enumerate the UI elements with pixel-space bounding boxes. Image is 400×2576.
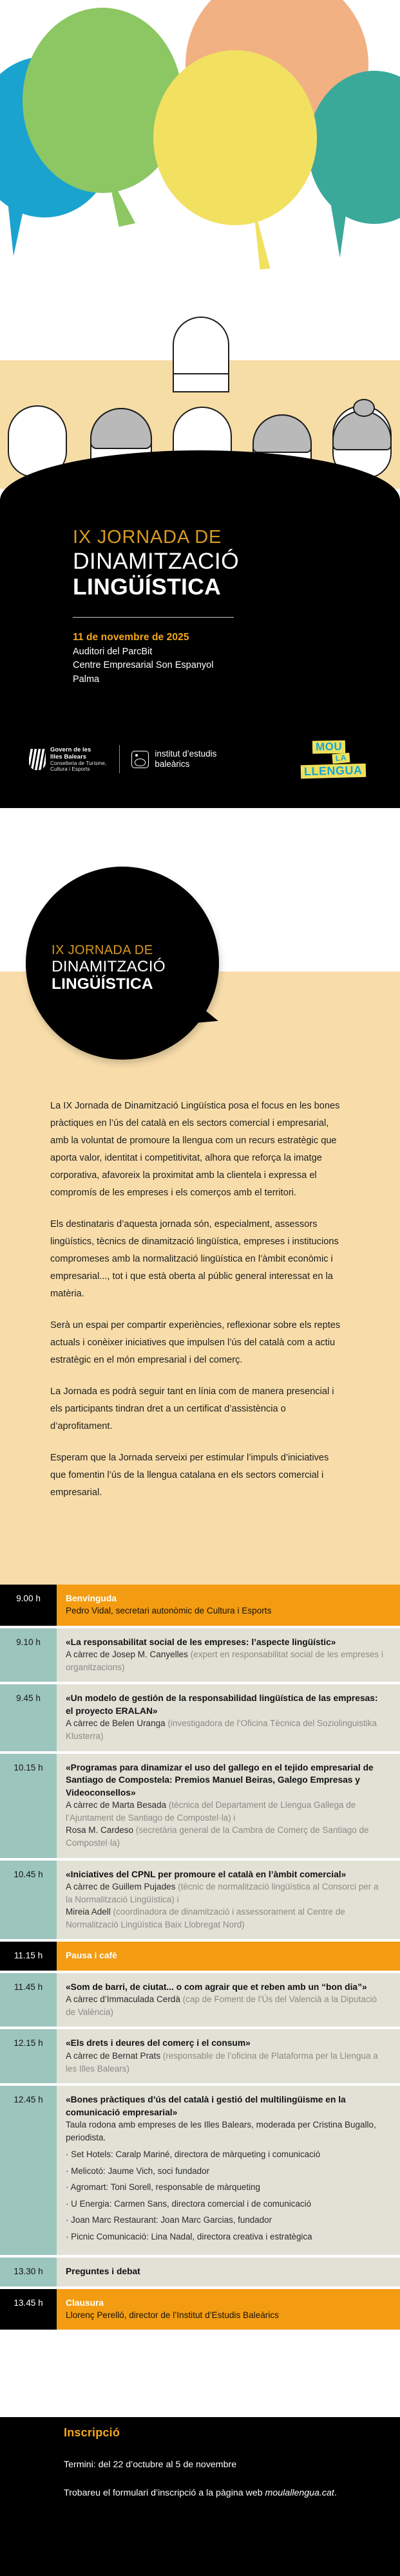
schedule-table xyxy=(0,1585,400,2332)
schedule-row xyxy=(0,1684,400,1751)
schedule-row xyxy=(0,1585,400,1626)
person-bun-5 xyxy=(353,399,375,417)
title-line-3: LINGÜÍSTICA xyxy=(73,574,222,600)
logo-row xyxy=(0,733,400,785)
intro-paragraph-3: Serà un espai per compartir experiències, reflexionar sobre els reptes actuals i conèixer iniciatives que impulsen l’ús del català com a actiu estratègic en el món empresarial i del comerç. xyxy=(50,1320,341,1365)
event-date: 11 de novembre de 2025 xyxy=(73,631,189,643)
schedule-entry-title: Pausa i cafè xyxy=(66,1951,117,1961)
schedule-row xyxy=(0,1754,400,1858)
schedule-participant-item: · Picnic Comunicació: Lina Nadal, directora creativa i estratègica xyxy=(66,2231,312,2241)
schedule-row xyxy=(0,1628,400,1682)
schedule-row xyxy=(0,2086,400,2255)
mou-word-1: MOU xyxy=(312,741,345,754)
registration-form-info xyxy=(64,2486,348,2500)
schedule-time: 9.10 h xyxy=(0,1628,57,1682)
schedule-entry-speaker: Taula rodona amb empreses de les Illes Balears, moderada per Cristina Bugallo, periodista. xyxy=(66,2120,376,2142)
schedule-entry xyxy=(57,2029,400,2083)
venue-line-2: Centre Empresarial Son Espanyol xyxy=(73,660,214,671)
registration-form-text: Trobareu el formulari d’inscripció a la pàgina web xyxy=(64,2488,265,2498)
bubble-logo-line-1: IX JORNADA DE xyxy=(52,943,153,957)
schedule-entry xyxy=(57,1628,400,1682)
registration-title: Inscripció xyxy=(64,2426,120,2439)
schedule-time: 12.15 h xyxy=(0,2029,57,2083)
govern-dept-line-1: Conselleria de Turisme, xyxy=(50,760,107,766)
mou-word-2: LA xyxy=(332,753,350,764)
schedule-entry-title: «Bones pràctiques d’ús del català i gestió del multilingüisme en la comunicació empresarial» xyxy=(66,2095,346,2117)
schedule-time: 13.45 h xyxy=(0,2289,57,2330)
schedule-entry-title: Preguntes i debat xyxy=(66,2267,140,2277)
registration-form-period: . xyxy=(334,2488,337,2498)
schedule-row xyxy=(0,1942,400,1970)
schedule-entry xyxy=(57,2086,400,2255)
schedule-entry-speaker: A càrrec de Guillem Pujades (tècnic de normalització lingüística al Consorci per a la Normalització Lingüística) i xyxy=(66,1882,379,1904)
schedule-time: 10.15 h xyxy=(0,1754,57,1858)
schedule-entry-speaker-2-role: (coordinadora de dinamització i assessorament al Centre de Normalització Lingüística Baix Llobregat Nord) xyxy=(66,1907,345,1929)
title-line-1: IX JORNADA DE xyxy=(73,527,222,547)
schedule-entry xyxy=(57,1684,400,1751)
schedule-entry-speaker: Llorenç Perelló, director de l’Institut d’Estudis Baleàrics xyxy=(66,2310,279,2320)
schedule-time: 9.45 h xyxy=(0,1684,57,1751)
schedule-entry-speaker-role: (tècnic de normalització lingüística al Consorci per a la Normalització Lingüística) i xyxy=(66,1882,379,1904)
venue-line-3: Palma xyxy=(73,674,100,685)
institut-line-1: institut d’estudis xyxy=(155,748,217,759)
schedule-entry-speaker: Pedro Vidal, secretari autonòmic de Cultura i Esports xyxy=(66,1606,272,1616)
schedule-entry-title: «Programas para dinamizar el uso del gallego en el tejido empresarial de Santiago de Compostela: Premios Manuel Beiras, Galego Empresas y Videoconsellos» xyxy=(66,1762,374,1798)
schedule-entry xyxy=(57,1942,400,1970)
schedule-time: 11.15 h xyxy=(0,1942,57,1970)
hero-illustration xyxy=(0,0,400,489)
schedule-entry-title: «Som de barri, de ciutat... o com agrair que et reben amb un “bon dia”» xyxy=(66,1982,367,1992)
schedule-time: 11.45 h xyxy=(0,1973,57,2027)
schedule-entry-speaker-role: (responsable de l’oficina de Plataforma per la Llengua a les Illes Balears) xyxy=(66,2051,378,2074)
schedule-participant-item: · Set Hotels: Caralp Mariné, directora de màrqueting i comunicació xyxy=(66,2149,321,2160)
title-divider xyxy=(73,617,234,618)
schedule-row xyxy=(0,2289,400,2330)
schedule-entry-title: «Els drets i deures del comerç i el consum» xyxy=(66,2038,251,2048)
schedule-entry-title: Clausura xyxy=(66,2297,104,2308)
shield-icon xyxy=(29,749,46,770)
schedule-time: 10.45 h xyxy=(0,1861,57,1940)
logo-institut-estudis-balearics xyxy=(131,749,216,769)
schedule-entry-speaker-role: (cap de Foment de l’Ús del Valencià a la Diputació de València) xyxy=(66,1994,377,2017)
schedule-entry xyxy=(57,1973,400,2027)
schedule-participant-item: · U Energia: Carmen Sans, directora comercial i de comunicació xyxy=(66,2198,312,2209)
schedule-entry-title: «Un modelo de gestión de la responsabilidad lingüística de las empresas: el proyecto ERALAN» xyxy=(66,1693,378,1716)
schedule-participant-item: · Melicotó: Jaume Vich, soci fundador xyxy=(66,2166,210,2176)
schedule-entry-title: «La responsabilitat social de les empreses: l’aspecte lingüístic» xyxy=(66,1637,336,1647)
govern-name-line-1: Govern de les xyxy=(50,745,91,753)
schedule-entry xyxy=(57,1585,400,1626)
schedule-participant-item: · Agromart: Toni Sorell, responsable de màrqueting xyxy=(66,2182,260,2193)
schedule-entry-speaker-2: Rosa M. Cardeso (secretària general de la Cambra de Comerç de Santiago de Compostel·la) xyxy=(66,1825,369,1848)
schedule-time: 13.30 h xyxy=(0,2258,57,2286)
schedule-entry-speaker-2-role: (secretària general de la Cambra de Comerç de Santiago de Compostel·la) xyxy=(66,1825,369,1848)
bubble-logo xyxy=(26,867,219,1060)
schedule-entry-title: «Iniciatives del CPNL per promoure el català en l’àmbit comercial» xyxy=(66,1869,347,1879)
schedule-entry-speaker-role: (expert en responsabilitat social de les empreses i organitzacions) xyxy=(66,1650,383,1672)
schedule-entry xyxy=(57,1861,400,1940)
schedule-entry-speaker: A càrrec d’Immaculada Cerdà (cap de Foment de l’Ús del Valencià a la Diputació de València) xyxy=(66,1994,377,2017)
chef-hat-band xyxy=(173,373,229,392)
schedule-entry-speaker: A càrrec de Belen Uranga (investigadora de l’Oficina Tècnica del Soziolinguistika Klusterra) xyxy=(66,1718,377,1742)
schedule-entry xyxy=(57,2289,400,2330)
institut-line-2: baleàrics xyxy=(155,759,190,769)
intro-paragraph-1: La IX Jornada de Dinamització Lingüística posa el focus en les bones pràctiques en l’ús del català en els sectors comercial i empresarial, amb la voluntat de promoure la llengua com un recurs estratègic que aporta valor, identitat i competitivitat, alhora que reforça la imatge corporativa, afavoreix la proximitat amb la clientela i expressa el compromís de les empreses i els comerços amb el territori. xyxy=(50,1101,340,1198)
schedule-entry-speaker-role: (investigadora de l’Oficina Tècnica del Soziolinguistika Klusterra) xyxy=(66,1718,377,1742)
schedule-time: 9.00 h xyxy=(0,1585,57,1626)
schedule-row xyxy=(0,2029,400,2083)
title-line-2: DINAMITZACIÓ xyxy=(73,548,240,575)
govern-dept-line-2: Cultura i Esports xyxy=(50,766,90,773)
schedule-entry xyxy=(57,1754,400,1858)
schedule-time: 12.45 h xyxy=(0,2086,57,2255)
schedule-entry-speaker-2: Mireia Adell (coordinadora de dinamització i assessorament al Centre de Normalització Lingüística Baix Llobregat Nord) xyxy=(66,1907,345,1929)
speech-bubble-yellow xyxy=(153,50,317,225)
intro-paragraph-5: Esperam que la Jornada serveixi per estimular l’impuls d’iniciatives que fomentin l’ús de la llengua catalana en els sectors comercial i empresarial. xyxy=(50,1452,329,1498)
intro-text xyxy=(0,971,400,1502)
intro-paragraph-4: La Jornada es podrà seguir tant en línia com de manera presencial i els participants tindran dret a un certificat d’assistència o d’aprofitament. xyxy=(50,1386,334,1431)
schedule-row xyxy=(0,1973,400,2027)
bubble-logo-line-3: LINGÜÍSTICA xyxy=(52,975,153,993)
registration-section xyxy=(0,2417,400,2576)
venue-line-1: Auditori del ParcBit xyxy=(73,646,153,657)
schedule-entry-speaker: A càrrec de Marta Besada (tècnica del Departament de Llengua Gallega de l’Ajuntament de Santiago de Compostel·la) i xyxy=(66,1800,356,1823)
mou-word-3: LLENGUA xyxy=(300,764,365,779)
intro-paragraph-2: Els destinataris d’aquesta jornada són, especialment, assessors lingüístics, tècnics de dinamització lingüística, empreses i institucions compromeses amb la normalització lingüística en l’àmbit econòmic i empresarial..., tot i que està oberta al públic general interessat en la matèria. xyxy=(50,1219,339,1299)
logo-divider xyxy=(119,745,120,773)
schedule-row xyxy=(0,2258,400,2286)
bubble-logo-line-2: DINAMITZACIÓ xyxy=(52,958,166,975)
schedule-row xyxy=(0,1861,400,1940)
schedule-entry-speaker: A càrrec de Bernat Prats (responsable de l’oficina de Plataforma per la Llengua a les Illes Balears) xyxy=(66,2051,378,2074)
schedule-entry-participants xyxy=(66,2148,386,2243)
registration-website[interactable]: moulallengua.cat xyxy=(265,2488,334,2498)
govern-name-line-2: Illes Balears xyxy=(50,753,87,760)
logo-govern-illes-balears xyxy=(29,746,106,773)
schedule-entry xyxy=(57,2258,400,2286)
institut-mark-icon xyxy=(131,751,149,768)
schedule-participant-item: · Joan Marc Restaurant: Joan Marc Garcias, fundador xyxy=(66,2215,272,2225)
intro-section xyxy=(0,943,400,1585)
registration-deadline: Termini: del 22 d’octubre al 5 de novembre xyxy=(64,2460,237,2470)
logo-mou-la-llengua xyxy=(301,739,367,779)
schedule-entry-title: Benvinguda xyxy=(66,1594,117,1603)
schedule-entry-speaker-role: (tècnica del Departament de Llengua Gallega de l’Ajuntament de Santiago de Compostel·la) i xyxy=(66,1800,356,1823)
schedule-entry-speaker: A càrrec de Josep M. Canyelles (expert en responsabilitat social de les empreses i organitzacions) xyxy=(66,1650,383,1672)
speech-bubble-teal xyxy=(308,71,400,224)
